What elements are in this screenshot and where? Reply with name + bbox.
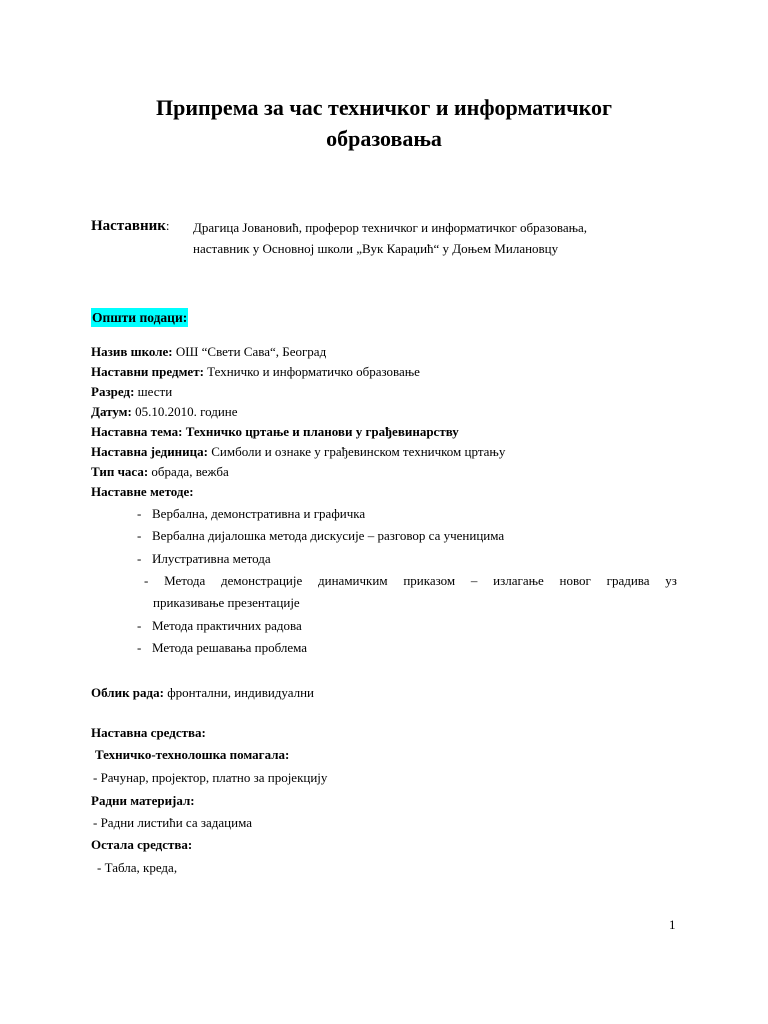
list-item xyxy=(137,527,504,545)
field-lesson-type xyxy=(91,463,229,481)
title-line-1: Припрема за час техничког и информатичког xyxy=(156,95,612,120)
tech-aids-label: Техничко-технолошка помагала: xyxy=(95,747,290,762)
field-label: Датум: xyxy=(91,404,132,419)
field-label: Наставни предмет: xyxy=(91,364,204,379)
list-item-text: Илустративна метода xyxy=(152,551,271,566)
general-info-heading: Општи подаци: xyxy=(92,310,188,325)
other-resources-label: Остала средства: xyxy=(91,837,193,852)
list-item-text: Метода решавања проблема xyxy=(152,640,308,655)
list-dash: - xyxy=(137,618,142,633)
work-material-item: - Радни листићи са задацима xyxy=(93,815,252,830)
teacher-label xyxy=(91,218,170,235)
teacher-label-text: Наставник xyxy=(91,218,166,234)
field-value: обрада, вежба xyxy=(148,464,229,479)
teacher-line-2: наставник у Основној школи „Вук Караџић“ у Доњем Милановцу xyxy=(193,241,559,256)
list-item xyxy=(137,505,365,523)
word: демонстрације xyxy=(221,573,303,588)
list-item-text: Вербална дијалошка метода дискусије – разговор са ученицима xyxy=(152,528,505,543)
list-dash: - xyxy=(137,551,142,566)
field-date xyxy=(91,403,238,421)
field-label: Наставна тема: xyxy=(91,424,183,439)
page-number: 1 xyxy=(669,917,676,932)
field-value: Техничко и информатичко образовање xyxy=(203,364,420,379)
word: излагање xyxy=(493,573,544,588)
field-value: 05.10.2010. године xyxy=(131,404,238,419)
page-title xyxy=(60,92,708,154)
field-label: Облик рада: xyxy=(91,685,164,700)
field-label: Наставне методе: xyxy=(91,484,194,499)
word: приказом xyxy=(403,573,456,588)
list-item-text: Метода практичних радова xyxy=(152,618,302,633)
list-item xyxy=(137,617,302,635)
list-dash: - xyxy=(137,640,142,655)
field-label: Разред: xyxy=(91,384,135,399)
list-item-long-line-2: приказивање презентације xyxy=(153,595,300,610)
word: Метода xyxy=(164,573,206,588)
work-material-label: Радни материјал: xyxy=(91,793,195,808)
field-work-form xyxy=(91,684,314,702)
field-value: ОШ “Свети Сава“, Београд xyxy=(172,344,327,359)
other-resources-item: - Табла, креда, xyxy=(97,860,178,875)
field-label: Наставна јединица: xyxy=(91,444,208,459)
field-subject xyxy=(91,363,420,381)
word: новог xyxy=(559,573,591,588)
resources-heading: Наставна средства: xyxy=(91,725,206,740)
list-item-text: Вербална, демонстративна и графичка xyxy=(152,506,366,521)
field-grade xyxy=(91,383,172,401)
field-label: Назив школе: xyxy=(91,344,173,359)
word: - xyxy=(144,573,149,588)
field-label: Тип часа: xyxy=(91,464,149,479)
list-item xyxy=(137,639,307,657)
list-item-long-line-1 xyxy=(137,572,677,590)
list-item-long xyxy=(137,572,677,612)
word: – xyxy=(470,573,478,588)
teacher-label-colon: : xyxy=(165,218,170,233)
field-methods xyxy=(91,483,194,501)
word: уз xyxy=(665,573,677,588)
field-topic xyxy=(91,423,459,441)
list-dash: - xyxy=(137,528,142,543)
field-value: Техничко цртање и планови у грађевинарству xyxy=(182,424,459,439)
teacher-line-1: Драгица Јовановић, проферор техничког и информатичког образовања, xyxy=(193,220,588,235)
field-value: шести xyxy=(134,384,173,399)
title-line-2: образовања xyxy=(326,126,442,151)
word: динамичким xyxy=(318,573,388,588)
list-dash: - xyxy=(137,506,142,521)
word: градива xyxy=(606,573,650,588)
list-item xyxy=(137,550,271,568)
field-unit xyxy=(91,443,505,461)
tech-aids-item: - Рачунар, пројектор, платно за пројекцију xyxy=(93,770,328,785)
field-school-name xyxy=(91,343,326,361)
field-value: фронтални, индивидуални xyxy=(163,685,315,700)
field-value: Симболи и ознаке у грађевинском техничком цртању xyxy=(207,444,506,459)
